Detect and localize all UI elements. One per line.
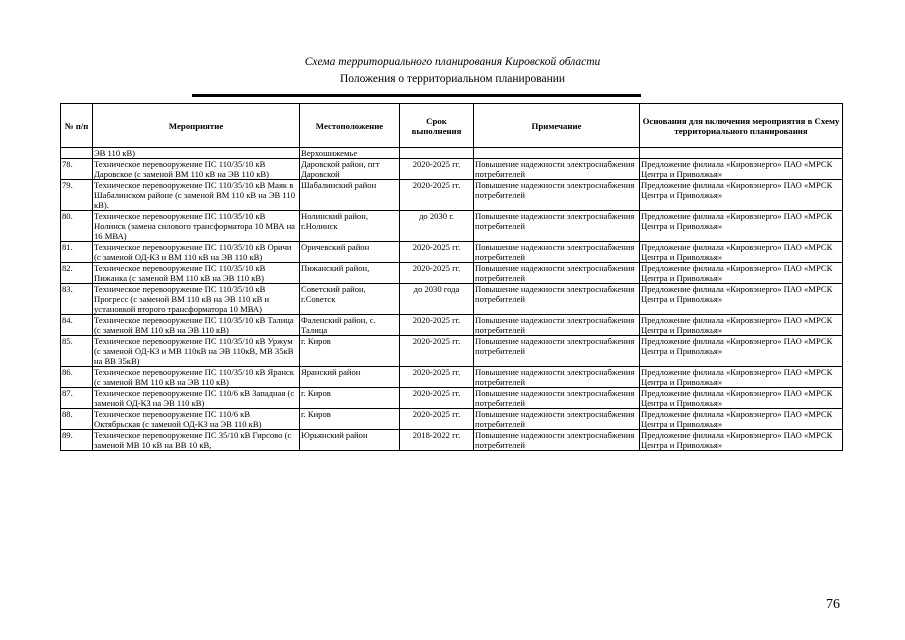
cell-note	[474, 148, 640, 159]
cell-term: до 2030 г.	[400, 211, 474, 242]
cell-location: Нолинский район, г.Нолинск	[300, 211, 400, 242]
cell-basis: Предложение филиала «Кировэнерго» ПАО «МРСК Центра и Приволжья»	[640, 315, 843, 336]
page-number: 76	[826, 597, 840, 612]
cell-note: Повышение надежности электроснабжения потребителей	[474, 430, 640, 451]
cell-basis: Предложение филиала «Кировэнерго» ПАО «МРСК Центра и Приволжья»	[640, 430, 843, 451]
cell-measure: Техническое перевооружение ПС 110/35/10 кВ Талица (с заменой ВМ 110 кВ на ЭВ 110 кВ)	[93, 315, 300, 336]
cell-basis: Предложение филиала «Кировэнерго» ПАО «МРСК Центра и Приволжья»	[640, 284, 843, 315]
cell-basis: Предложение филиала «Кировэнерго» ПАО «МРСК Центра и Приволжья»	[640, 263, 843, 284]
cell-location: Фаленский район, с. Талица	[300, 315, 400, 336]
cell-num: 84.	[61, 315, 93, 336]
cell-note: Повышение надежности электроснабжения потребителей	[474, 388, 640, 409]
header-underline	[192, 94, 641, 97]
cell-location: Юрьянский район	[300, 430, 400, 451]
cell-location: Советский район, г.Советск	[300, 284, 400, 315]
cell-measure: ЭВ 110 кВ)	[93, 148, 300, 159]
cell-num: 89.	[61, 430, 93, 451]
cell-location: Шабалинский район	[300, 180, 400, 211]
cell-term: 2020-2025 гг.	[400, 409, 474, 430]
table-row	[61, 336, 843, 367]
table-row	[61, 367, 843, 388]
cell-num: 80.	[61, 211, 93, 242]
table-row	[61, 159, 843, 180]
cell-term: 2020-2025 гг.	[400, 242, 474, 263]
column-header-basis: Основания для включения мероприятия в Схему территориального планирования	[640, 104, 843, 148]
cell-term: 2020-2025 гг.	[400, 263, 474, 284]
cell-measure: Техническое перевооружение ПС 110/35/10 кВ Яранск (с заменой ВМ 110 кВ на ЭВ 110 кВ)	[93, 367, 300, 388]
cell-measure: Техническое перевооружение ПС 110/35/10 кВ Уржум (с заменой ОД-КЗ и МВ 110кВ на ЭВ 110кВ, МВ 35кВ на ВВ 35кВ)	[93, 336, 300, 367]
cell-term: 2020-2025 гг.	[400, 159, 474, 180]
cell-term	[400, 148, 474, 159]
cell-term: 2020-2025 гг.	[400, 367, 474, 388]
cell-location: Верхошижемье	[300, 148, 400, 159]
table-row	[61, 180, 843, 211]
column-header-num: № п/п	[61, 104, 93, 148]
table-row	[61, 315, 843, 336]
cell-basis: Предложение филиала «Кировэнерго» ПАО «МРСК Центра и Приволжья»	[640, 180, 843, 211]
cell-location: Пижанский район,	[300, 263, 400, 284]
cell-location: г. Киров	[300, 409, 400, 430]
cell-basis: Предложение филиала «Кировэнерго» ПАО «МРСК Центра и Приволжья»	[640, 388, 843, 409]
cell-basis: Предложение филиала «Кировэнерго» ПАО «МРСК Центра и Приволжья»	[640, 211, 843, 242]
cell-measure: Техническое перевооружение ПС 110/35/10 кВ Прогресс (с заменой ВМ 110 кВ на ЭВ 110 кВ и установкой второго трансформатора 10 МВА)	[93, 284, 300, 315]
column-header-location: Местоположение	[300, 104, 400, 148]
cell-basis: Предложение филиала «Кировэнерго» ПАО «МРСК Центра и Приволжья»	[640, 367, 843, 388]
table-row	[61, 263, 843, 284]
cell-note: Повышение надежности электроснабжения потребителей	[474, 242, 640, 263]
cell-location: Яранский район	[300, 367, 400, 388]
cell-num: 81.	[61, 242, 93, 263]
cell-num: 87.	[61, 388, 93, 409]
cell-basis	[640, 148, 843, 159]
table-row	[61, 388, 843, 409]
cell-note: Повышение надежности электроснабжения потребителей	[474, 159, 640, 180]
cell-note: Повышение надежности электроснабжения потребителей	[474, 336, 640, 367]
cell-num: 85.	[61, 336, 93, 367]
cell-measure: Техническое перевооружение ПС 110/6 кВ Октябрьская (с заменой ОД-КЗ на ЭВ 110 кВ)	[93, 409, 300, 430]
cell-num: 82.	[61, 263, 93, 284]
document-title: Схема территориального планирования Кировской области	[304, 56, 601, 68]
cell-num	[61, 148, 93, 159]
cell-location: Даровской район, пгт Даровской	[300, 159, 400, 180]
cell-num: 78.	[61, 159, 93, 180]
column-header-term: Срок выполнения	[400, 104, 474, 148]
cell-measure: Техническое перевооружение ПС 110/35/10 кВ Оричи (с заменой ОД-КЗ и ВМ 110 кВ на ЭВ 110 кВ)	[93, 242, 300, 263]
cell-measure: Техническое перевооружение ПС 110/35/10 кВ Пижанка (с заменой ВМ 110 кВ на ЭВ 110 кВ)	[93, 263, 300, 284]
table-row	[61, 211, 843, 242]
cell-term: 2020-2025 гг.	[400, 388, 474, 409]
cell-term: до 2030 года	[400, 284, 474, 315]
cell-term: 2020-2025 гг.	[400, 315, 474, 336]
table-row	[61, 430, 843, 451]
table-row-continuation	[61, 148, 843, 159]
measures-table	[60, 103, 843, 451]
column-header-measure: Мероприятие	[93, 104, 300, 148]
cell-measure: Техническое перевооружение ПС 110/6 кВ Западная (с заменой ОД-КЗ на ЭВ 110 кВ)	[93, 388, 300, 409]
cell-note: Повышение надежности электроснабжения потребителей	[474, 211, 640, 242]
cell-term: 2020-2025 гг.	[400, 180, 474, 211]
cell-note: Повышение надежности электроснабжения потребителей	[474, 263, 640, 284]
cell-basis: Предложение филиала «Кировэнерго» ПАО «МРСК Центра и Приволжья»	[640, 159, 843, 180]
cell-note: Повышение надежности электроснабжения потребителей	[474, 315, 640, 336]
cell-location: г. Киров	[300, 388, 400, 409]
column-header-note: Примечание	[474, 104, 640, 148]
table-row	[61, 284, 843, 315]
cell-num: 79.	[61, 180, 93, 211]
cell-num: 83.	[61, 284, 93, 315]
cell-basis: Предложение филиала «Кировэнерго» ПАО «МРСК Центра и Приволжья»	[640, 336, 843, 367]
document-subtitle: Положения о территориальном планировании	[339, 73, 566, 85]
cell-location: Оричевский район	[300, 242, 400, 263]
cell-measure: Техническое перевооружение ПС 110/35/10 кВ Маяк в Шабалинском районе (с заменой ВМ 110 кВ на ЭВ 110 кВ).	[93, 180, 300, 211]
cell-location: г. Киров	[300, 336, 400, 367]
cell-measure: Техническое перевооружение ПС 35/10 кВ Гирсово (с заменой МВ 10 кВ на ВВ 10 кВ,	[93, 430, 300, 451]
cell-basis: Предложение филиала «Кировэнерго» ПАО «МРСК Центра и Приволжья»	[640, 242, 843, 263]
table-header-row	[61, 104, 843, 148]
cell-num: 86.	[61, 367, 93, 388]
cell-basis: Предложение филиала «Кировэнерго» ПАО «МРСК Центра и Приволжья»	[640, 409, 843, 430]
table-row	[61, 242, 843, 263]
cell-note: Повышение надежности электроснабжения потребителей	[474, 409, 640, 430]
cell-note: Повышение надежности электроснабжения потребителей	[474, 180, 640, 211]
table-row	[61, 409, 843, 430]
cell-note: Повышение надежности электроснабжения потребителей	[474, 284, 640, 315]
cell-measure: Техническое перевооружение ПС 110/35/10 кВ Нолинск (замена силового трансформатора 10 МВА на 16 МВА)	[93, 211, 300, 242]
cell-term: 2020-2025 гг.	[400, 336, 474, 367]
cell-num: 88.	[61, 409, 93, 430]
cell-measure: Техническое перевооружение ПС 110/35/10 кВ Даровское (с заменой ВМ 110 кВ на ЭВ 110 кВ)	[93, 159, 300, 180]
cell-note: Повышение надежности электроснабжения потребителей	[474, 367, 640, 388]
cell-term: 2018-2022 гг.	[400, 430, 474, 451]
